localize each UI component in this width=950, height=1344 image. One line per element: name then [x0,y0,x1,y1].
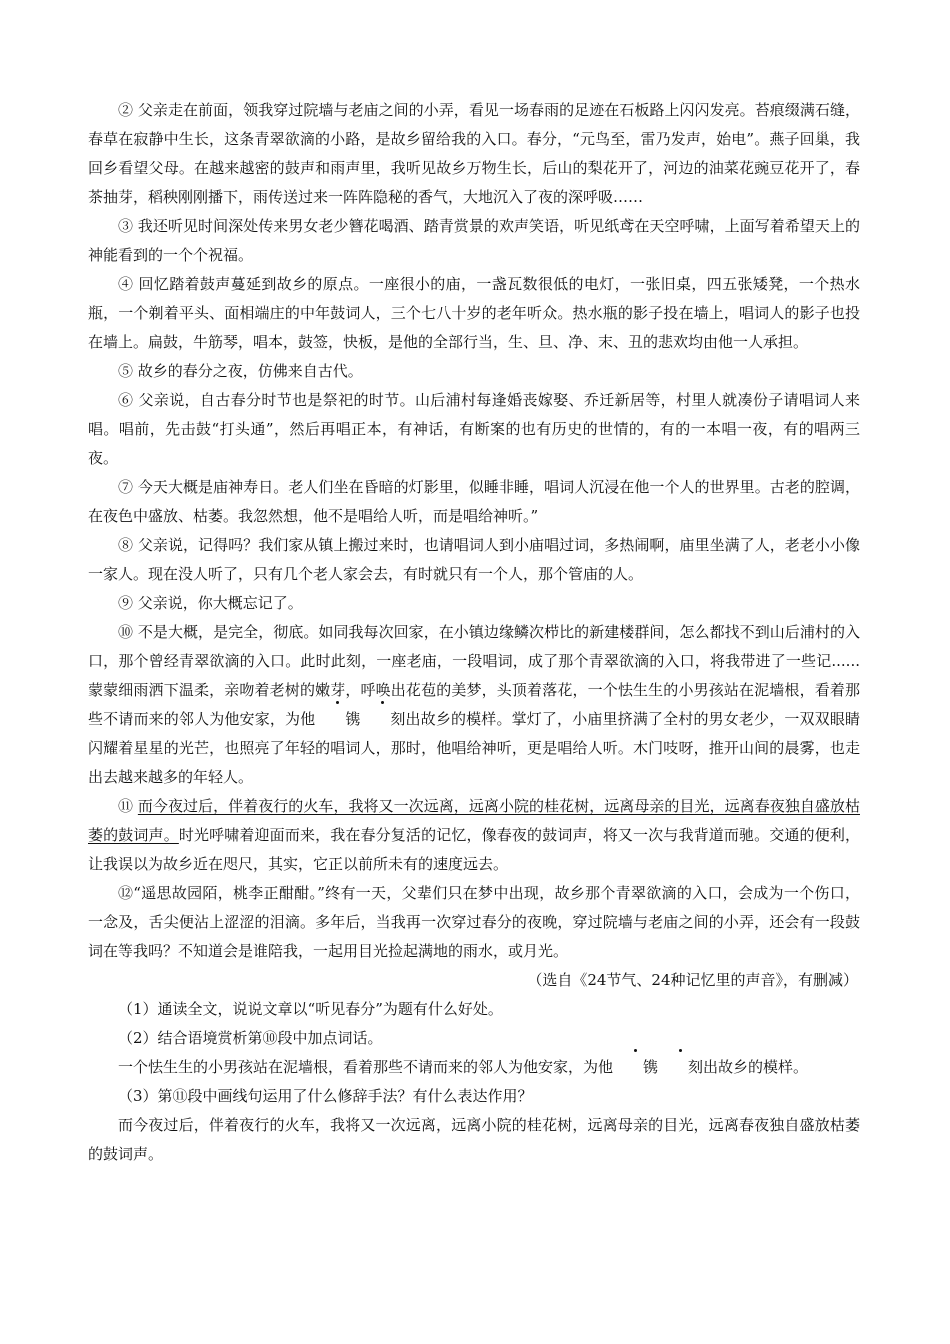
paragraph-12: ⑫“遥思故园陌，桃李正酣酣。”终有一天，父辈们只在梦中出现，故乡那个青翠欲滴的入口，会成为一个伤口，一念及，舌尖便沾上涩涩的泪滴。多年后，当我再一次穿过春分的夜晚，穿过院墙与老庙之间的小弄，还会有一段鼓词在等我吗？不知道会是谁陪我，一起用目光捡起满地的雨水，或月光。 [88,884,860,960]
dotted-char-ke: 刻 [360,705,405,734]
question-1: （1）通读全文，说说文章以“听见春分”为题有什么好处。 [118,1000,503,1018]
paragraph-11-number: ⑪ [118,797,138,815]
paragraph-3: ③ 我还听见时间深处传来男女老少簪花喝酒、踏青赏景的欢声笑语，听见纸鸢在天空呼啸，上面写着希望天上的神能看到的一个个祝福。 [88,217,860,264]
paragraph-9: ⑨ 父亲说，你大概忘记了。 [118,594,303,612]
paragraph-10 [88,618,860,792]
document-page [88,96,860,1169]
dotted-char-ke-q: 刻 [658,1053,703,1082]
paragraph-11 [88,792,860,879]
dotted-char-juan-q: 镌 [613,1053,658,1082]
paragraph-10-text-a: ⑩ 不是大概，是完全，彻底。如同我每次回家，在小镇边缘鳞次栉比的新建楼群间，怎么都找不到山后浦村的入口，那个曾经青翠欲滴的入口。此时此刻，一座老庙，一段唱词，成了那个青翠欲滴的入口，将我带进了一些记......蒙蒙细雨洒下温柔，亲吻着老树的嫩芽，呼唤出花苞的美梦，头顶着落花，一个怯生生的小男孩站在泥墙根，看着那些不请而来的邻人为他安家，为他 [88,623,860,728]
underlined-sentence: 而今夜过后，伴着夜行的火车，我将又一次远离，远离小院的桂花树，远离母亲的目光，远离春夜独自盛放枯萎的鼓词声。 [88,797,860,844]
question-3-quote: 而今夜过后，伴着夜行的火车，我将又一次远离，远离小院的桂花树，远离母亲的目光，远离春夜独自盛放枯萎的鼓词声。 [88,1116,860,1163]
paragraph-6: ⑥ 父亲说，自古春分时节也是祭祀的时节。山后浦村每逢婚丧嫁娶、乔迁新居等，村里人就凑份子请唱词人来唱。唱前，先击鼓“打头通”，然后再唱正本，有神话，有断案的也有历史的世情的，有的一本唱一夜，有的唱两三夜。 [88,391,860,467]
paragraph-5: ⑤ 故乡的春分之夜，仿佛来自古代。 [118,362,363,380]
dotted-char-juan: 镌 [315,705,360,734]
paragraph-11-rest: 时光呼啸着迎面而来，我在春分复活的记忆，像春夜的鼓词声，将又一次与我背道而驰。交通的便利，让我误以为故乡近在咫尺，其实，它正以前所未有的速度远去。 [88,826,860,873]
paragraph-8: ⑧ 父亲说，记得吗？我们家从镇上搬过来时，也请唱词人到小庙唱过词，多热闹啊，庙里坐满了人，老老小小像一家人。现在没人听了，只有几个老人家会去，有时就只有一个人，那个管庙的人。 [88,536,860,583]
question-2-quote-a: 一个怯生生的小男孩站在泥墙根，看着那些不请而来的邻人为他安家，为他 [118,1058,614,1076]
paragraph-4: ④ 回忆踏着鼓声蔓延到故乡的原点。一座很小的庙，一盏瓦数很低的电灯，一张旧桌，四五张矮凳，一个热水瓶，一个剃着平头、面相端庄的中年鼓词人，三个七八十岁的老年听众。热水瓶的影子投在墙上，唱词人的影子也投在墙上。扁鼓，牛筋琴，唱本，鼓签，快板，是他的全部行当，生、旦、净、末、丑的悲欢均由他一人承担。 [88,275,860,351]
paragraph-2: ② 父亲走在前面，领我穿过院墙与老庙之间的小弄，看见一场春雨的足迹在石板路上闪闪发亮。苔痕缀满石缝，春草在寂静中生长，这条青翠欲滴的小路，是故乡留给我的入口。春分，“元鸟至，雷乃发声，始电”。燕子回巢，我回乡看望父母。在越来越密的鼓声和雨声里，我听见故乡万物生长，后山的梨花开了，河边的油菜花豌豆花开了，春茶抽芽，稻秧刚刚播下，雨传送过来一阵阵隐秘的香气，大地沉入了夜的深呼吸…… [88,101,860,206]
question-2: （2）结合语境赏析第⑩段中加点词话。 [118,1029,383,1047]
question-2-quote [88,1053,860,1082]
paragraph-10-text-b: 出故乡的模样。掌灯了，小庙里挤满了全村的男女老少，一双双眼睛闪耀着星星的光芒，也照亮了年轻的唱词人，那时，他唱给神听，更是唱给人听。木门吱呀，推开山间的晨雾，也走出去越来越多的年轻人。 [88,710,860,786]
paragraph-7: ⑦ 今天大概是庙神寿日。老人们坐在昏暗的灯影里，似睡非睡，唱词人沉浸在他一个人的世界里。古老的腔调，在夜色中盛放、枯萎。我忽然想，他不是唱给人听，而是唱给神听。” [88,478,860,525]
question-2-quote-b: 出故乡的模样。 [703,1058,809,1076]
question-3: （3）第⑪段中画线句运用了什么修辞手法？有什么表达作用？ [118,1087,533,1105]
source-citation: （选自《24节气、24种记忆里的声音》，有删减） [527,971,858,989]
